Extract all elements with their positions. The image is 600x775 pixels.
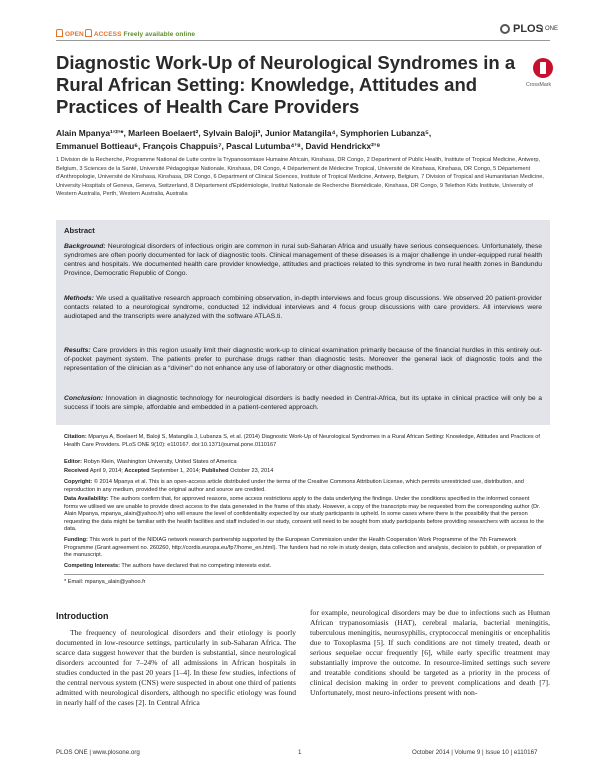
crossmark-badge[interactable] xyxy=(526,58,560,96)
author-list xyxy=(56,127,556,153)
abstract-background xyxy=(64,242,542,278)
journal-sub: ONE xyxy=(542,26,558,32)
article-title: Diagnostic Work-Up of Neurological Syndromes in a Rural African Setting: Knowledge, Attitudes and Practices of Health Care Providers xyxy=(56,52,516,117)
abstract-heading: Abstract xyxy=(64,226,95,235)
data-availability-text: The authors confirm that, for approved reasons, some access restrictions apply to the data underlying the findings. Under the conditions specified in the informed consent forms we utilised we are unable to provide direct access to the data generated in the frame of this study. However, a copy of the transcripts may be requested from the corresponding author (Dr. Alain Mpanya, mpanya_alain@yahoo.fr) who will ensure the level of confidentiality expected by our study participants is upheld. In some cases where there is the possibility that the person requesting the data might be familiar with the health facilities and staff included in our study, consent will need to be sought from study participants before providing researchers with access to the data. xyxy=(64,496,544,533)
copyright-text: © 2014 Mpanya et al. This is an open-access article distributed under the terms of the Creative Commons Attribution License, which permits unrestricted use, distribution, and reproduction in any medium, provided the original author and source are credited. xyxy=(64,479,524,493)
results-text: Care providers in this region usually limit their diagnostic work-up to clinical examination primarily because of the financial hurdles in this entirely out-of-pocket payment system. The patients prefer to purchase drugs rather than diagnostic tests. Moreover the general lack of diagnostic tools and the representation of the clinician as a “diviner” do not enhance any use of laboratory or other diagnostic methods. xyxy=(64,347,542,372)
intro-left-column: The frequency of neurological disorders and their etiology is poorly documented in low-resource settings, particularly in sub-Saharan Africa. The scarce data suggest however that the burden is substantial, since neurological disorders accounted for 7–24% of all admissions in African hospitals in studies conducted in the past 20 years [1–4]. In these few studies, infections of the central nervous system (CNS) were suspected in about one third of patients admitted with neurological disorders, although no specific etiology was found in nearly half of the cases [2]. In Central Africa xyxy=(56,628,296,708)
data-availability xyxy=(64,496,544,534)
open-lock-icon xyxy=(85,29,92,37)
intro-right-column: for example, neurological disorders may be due to infections such as Human African trypanosomiasis (HAT), cerebral malaria, bacterial meningitis, tuberculous meningitis, neurosyphilis, cryptococcal meningitis or encephalitis due to Toxoplasma [5]. If such conditions are not timely treated, death or serious sequelae occur frequently [6], while early specific treatment may substantially improve the outcome. In resource-limited settings such severe and treatable conditions should be targeted as a priority in the process of clinical decision making in order to prevent complications and death [7]. Unfortunately, most neuro-infections present with non- xyxy=(310,608,550,698)
citation-text: Mpanya A, Boelaert M, Baloji S, Matangila J, Lubanza S, et al. (2014) Diagnostic Work-Up of Neurological Syndromes in a Rural African Setting: Knowledge, Attitudes and Practices of Health Care Providers. PLoS ONE 9(10): e110167. doi:10.1371/journal.pone.0110167 xyxy=(64,434,540,448)
copyright xyxy=(64,479,544,494)
header-divider xyxy=(56,40,550,41)
data-availability-label: Data Availability: xyxy=(64,496,109,502)
footer-page-number: 1 xyxy=(298,749,302,756)
methods-text: We used a qualitative research approach combining observation, in-depth interviews and focus group discussions. We observed 20 patient-provider contacts related to a neurological syndrome, conducted 12 individual interviews and 4 focus group discussions with care providers. All interviews were audiotaped and the transcripts were analyzed with the software ATLAS.ti. xyxy=(64,295,542,320)
editor xyxy=(64,459,544,467)
freely-available-label: Freely available online xyxy=(123,31,196,38)
abstract-results xyxy=(64,346,542,373)
abstract-box xyxy=(56,220,550,425)
affiliations: 1 Division de la Recherche, Programme National de Lutte contre la Trypanosomiase Humaine Africain, Kinshasa, DR Congo, 2 Department of Public Health, Institute of Tropical Medicine, Antwerp, Belgium, 3 Sciences de la Santé, Université Pédagogique Nationale, Kinshasa, DR Congo, 4 Département de Médecine Tropical, Université de Kinshasa, Kinshasa, DR Congo, 5 Département d'Anthropologie, Université de Kinshasa, Kinshasa, DR Congo, 6 Department of Clinical Sciences, Institute of Tropical Medicine, Antwerp, Belgium, 7 Division of Tropical and Humanitarian Medicine, University Hospitals of Geneva, Geneva, Switzerland, 8 Département d'Epidémiologie, Institut Nationale de Recherche Biomédicale, Kinshasa, DR Congo, 9 Telethon Kids Institute, University of Western Australia, Perth, Western Australia, Australia xyxy=(56,157,544,198)
abstract-conclusion xyxy=(64,394,542,412)
citation-label: Citation: xyxy=(64,434,87,440)
access-label: ACCESS xyxy=(93,31,122,38)
editor-text: Robyn Klein, Washington University, United States of America xyxy=(83,459,237,465)
received-date: April 9, 2014; xyxy=(89,468,123,474)
crossmark-icon xyxy=(533,58,553,78)
competing-text: The authors have declared that no competing interests exist. xyxy=(121,563,272,569)
funding xyxy=(64,537,544,560)
open-access-badge xyxy=(56,29,195,38)
abstract-methods xyxy=(64,294,542,321)
funding-text: This work is part of the NIDIAG network research partnership supported by the European Commission under the Health Cooperation Work Programme of the 7th Framework Programme (Grant agreement no. 260260, http://cordis.europa.eu/fp7/home_en.html). The funders had no role in study design, data collection and analysis, decision to publish, or preparation of the manuscript. xyxy=(64,537,542,559)
dates xyxy=(64,468,544,476)
accepted-label: Accepted xyxy=(124,468,150,474)
published-date: October 23, 2014 xyxy=(230,468,274,474)
received-label: Received xyxy=(64,468,89,474)
introduction-heading: Introduction xyxy=(56,611,109,621)
methods-label: Methods: xyxy=(64,295,94,302)
editor-label: Editor: xyxy=(64,459,83,465)
background-text: Neurological disorders of infectious origin are common in rural sub-Saharan Africa and usually have serious consequences. Unfortunately, these syndromes are often poorly documented for lack of diagnostic tools. Clinical management of these diseases is a major challenge in under-equipped rural health centres and hospitals. We documented health care provider knowledge, attitudes and practices related to this syndrome in two rural health zones in Bandundu Province, Democratic Republic of Congo. xyxy=(64,243,542,277)
conclusion-label: Conclusion: xyxy=(64,395,103,402)
copyright-label: Copyright: xyxy=(64,479,93,485)
citation xyxy=(64,434,544,449)
footer-journal: PLOS ONE | www.plosone.org xyxy=(56,749,140,756)
authors-line-2: Emmanuel Bottieau⁶, François Chappuis⁷, Pascal Lutumba⁴ʼ⁸, David Hendrickx²ʼ⁹ xyxy=(56,141,381,151)
published-label: Published xyxy=(201,468,229,474)
accepted-date: September 1, 2014; xyxy=(151,468,201,474)
lock-icon xyxy=(56,29,63,37)
footer-issue: October 2014 | Volume 9 | Issue 10 | e110167 xyxy=(412,749,538,756)
open-label: OPEN xyxy=(65,31,84,38)
plos-circle-icon xyxy=(500,24,510,34)
journal-name: PLOS xyxy=(513,23,543,35)
crossmark-label: CrossMark xyxy=(526,82,552,88)
background-label: Background: xyxy=(64,243,106,250)
funding-label: Funding: xyxy=(64,537,88,543)
competing-label: Competing Interests: xyxy=(64,563,120,569)
results-label: Results: xyxy=(64,347,91,354)
conclusion-text: Innovation in diagnostic technology for neurological disorders is badly needed in Central-Africa, but its uptake in clinical practice will only be a success if tools are simple, affordable and embedded in a patient-centered approach. xyxy=(64,395,542,411)
meta-divider xyxy=(64,574,544,575)
competing-interests xyxy=(64,563,544,571)
authors-line-1: Alain Mpanya¹ʼ²ʼ*, Marleen Boelaert², Sylvain Baloji³, Junior Matangila⁴, Symphorien Lubanza⁵, xyxy=(56,128,432,138)
email: * Email: mpanya_alain@yahoo.fr xyxy=(64,579,146,585)
journal-logo xyxy=(500,23,560,37)
